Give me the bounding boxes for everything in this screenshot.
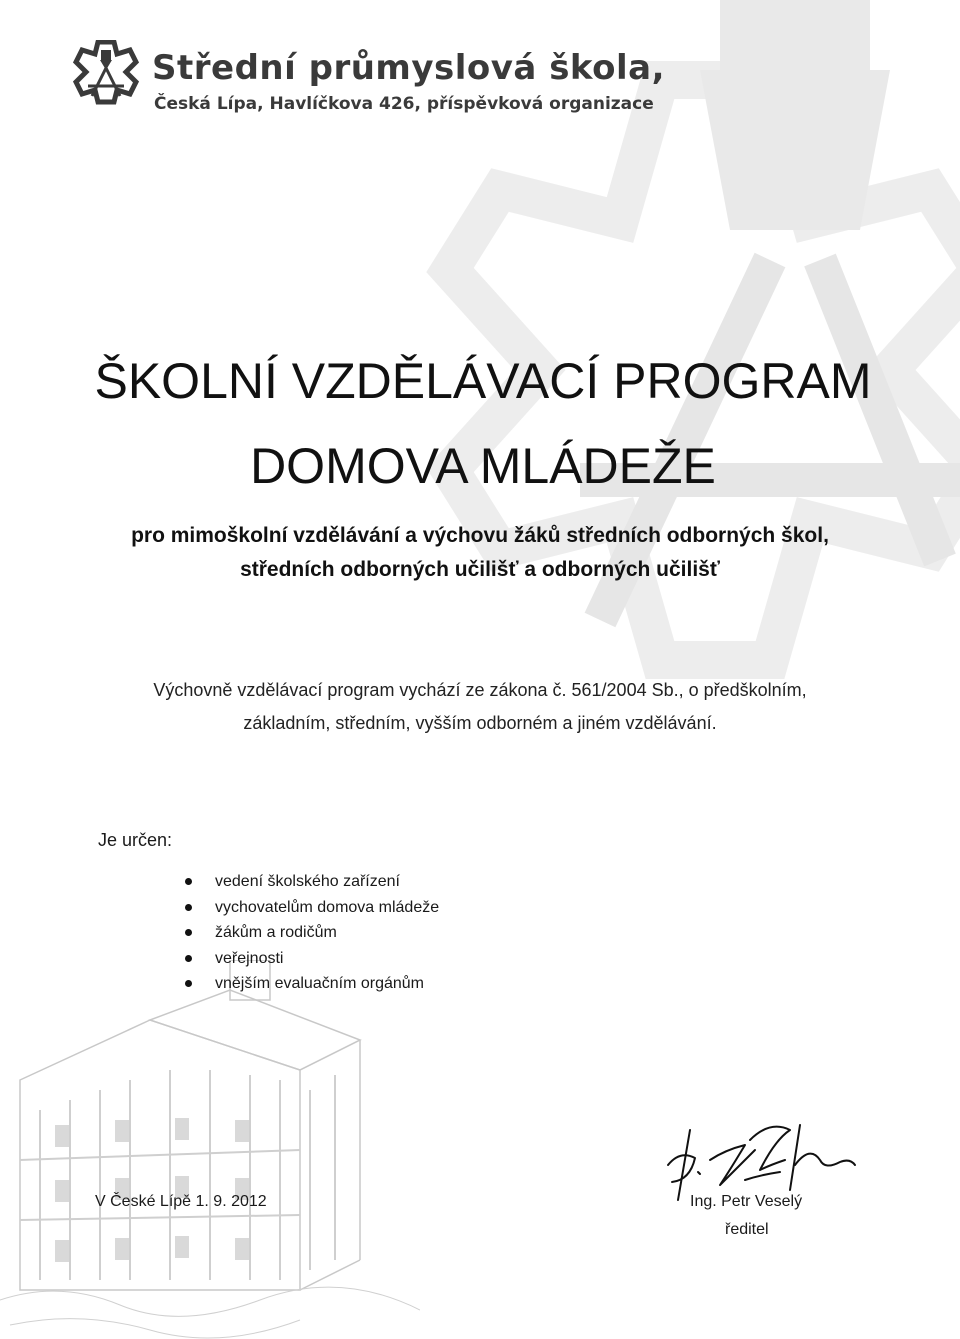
signer-role: ředitel <box>725 1221 769 1238</box>
list-item: vychovatelům domova mládeže <box>185 895 439 921</box>
intro-text-line-2: základním, středním, vyšším odborném a jiném vzdělávání. <box>243 713 717 733</box>
list-item: žákům a rodičům <box>185 920 439 946</box>
school-header <box>72 40 666 120</box>
document-title-line-2: DOMOVA MLÁDEŽE <box>250 438 716 494</box>
list-item: veřejnosti <box>185 946 439 972</box>
list-item: vnějším evaluačním orgánům <box>185 971 439 997</box>
list-item: vedení školského zařízení <box>185 869 439 895</box>
audience-list <box>185 869 439 997</box>
document-title-line-1: ŠKOLNÍ VZDĚLÁVACÍ PROGRAM <box>94 353 872 409</box>
document-subtitle-line-2: středních odborných učilišť a odborných učilišť <box>240 558 720 581</box>
school-name: Střední průmyslová škola, <box>152 48 666 88</box>
gear-compass-logo-icon <box>72 40 140 112</box>
intro-text-line-1: Výchovně vzdělávací program vychází ze zákona č. 561/2004 Sb., o předškolním, <box>153 680 807 700</box>
document-date: V České Lípě 1. 9. 2012 <box>95 1193 267 1210</box>
document-subtitle-line-1: pro mimoškolní vzdělávání a výchovu žáků středních odborných škol, <box>131 524 829 547</box>
audience-label: Je určen: <box>98 830 173 850</box>
school-address: Česká Lípa, Havlíčkova 426, příspěvková organizace <box>154 94 654 114</box>
school-building-sketch-icon <box>0 960 420 1339</box>
signer-name: Ing. Petr Veselý <box>690 1193 803 1210</box>
